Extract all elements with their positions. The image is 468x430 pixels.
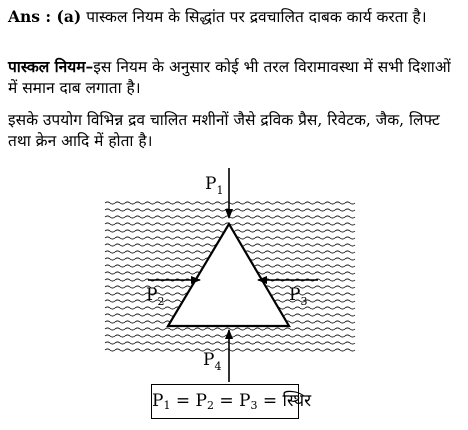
triangle-container (168, 224, 289, 326)
pascal-law-text: इस नियम के अनुसार कोई भी तरल विरामावस्था में सभी दिशाओं में समान दाब लगाता है। (8, 58, 451, 97)
answer-label: Ans : (a) (8, 7, 82, 26)
wave-line (105, 202, 355, 204)
wave-line (105, 216, 355, 218)
p1-label: $P_1$ (205, 174, 224, 197)
wave-line (105, 209, 355, 211)
uses-text: इसके उपयोग विभिन्न द्रव चालित मशीनों जैसे द्रविक प्रैस, रिवेटक, जैक, लिफ्ट तथा क्रेन आदि में होता है। (8, 111, 440, 150)
wave-line (105, 342, 355, 344)
wave-line (105, 349, 355, 351)
p4-label: $P_4$ (203, 350, 222, 373)
p3-label: $P_3$ (289, 285, 308, 308)
p2-label: $P_2$ (146, 285, 165, 308)
pascal-law-term: पास्कल नियम– (8, 57, 94, 76)
wave-line (105, 335, 355, 337)
wave-line (105, 328, 355, 330)
equal-pressure-equation: $P_1 = P_2 = P_3$ = स्थिर (151, 384, 299, 419)
answer-text: पास्कल नियम के सिद्धांत पर द्रवचालित दाबक कार्य करता है। (86, 8, 427, 26)
